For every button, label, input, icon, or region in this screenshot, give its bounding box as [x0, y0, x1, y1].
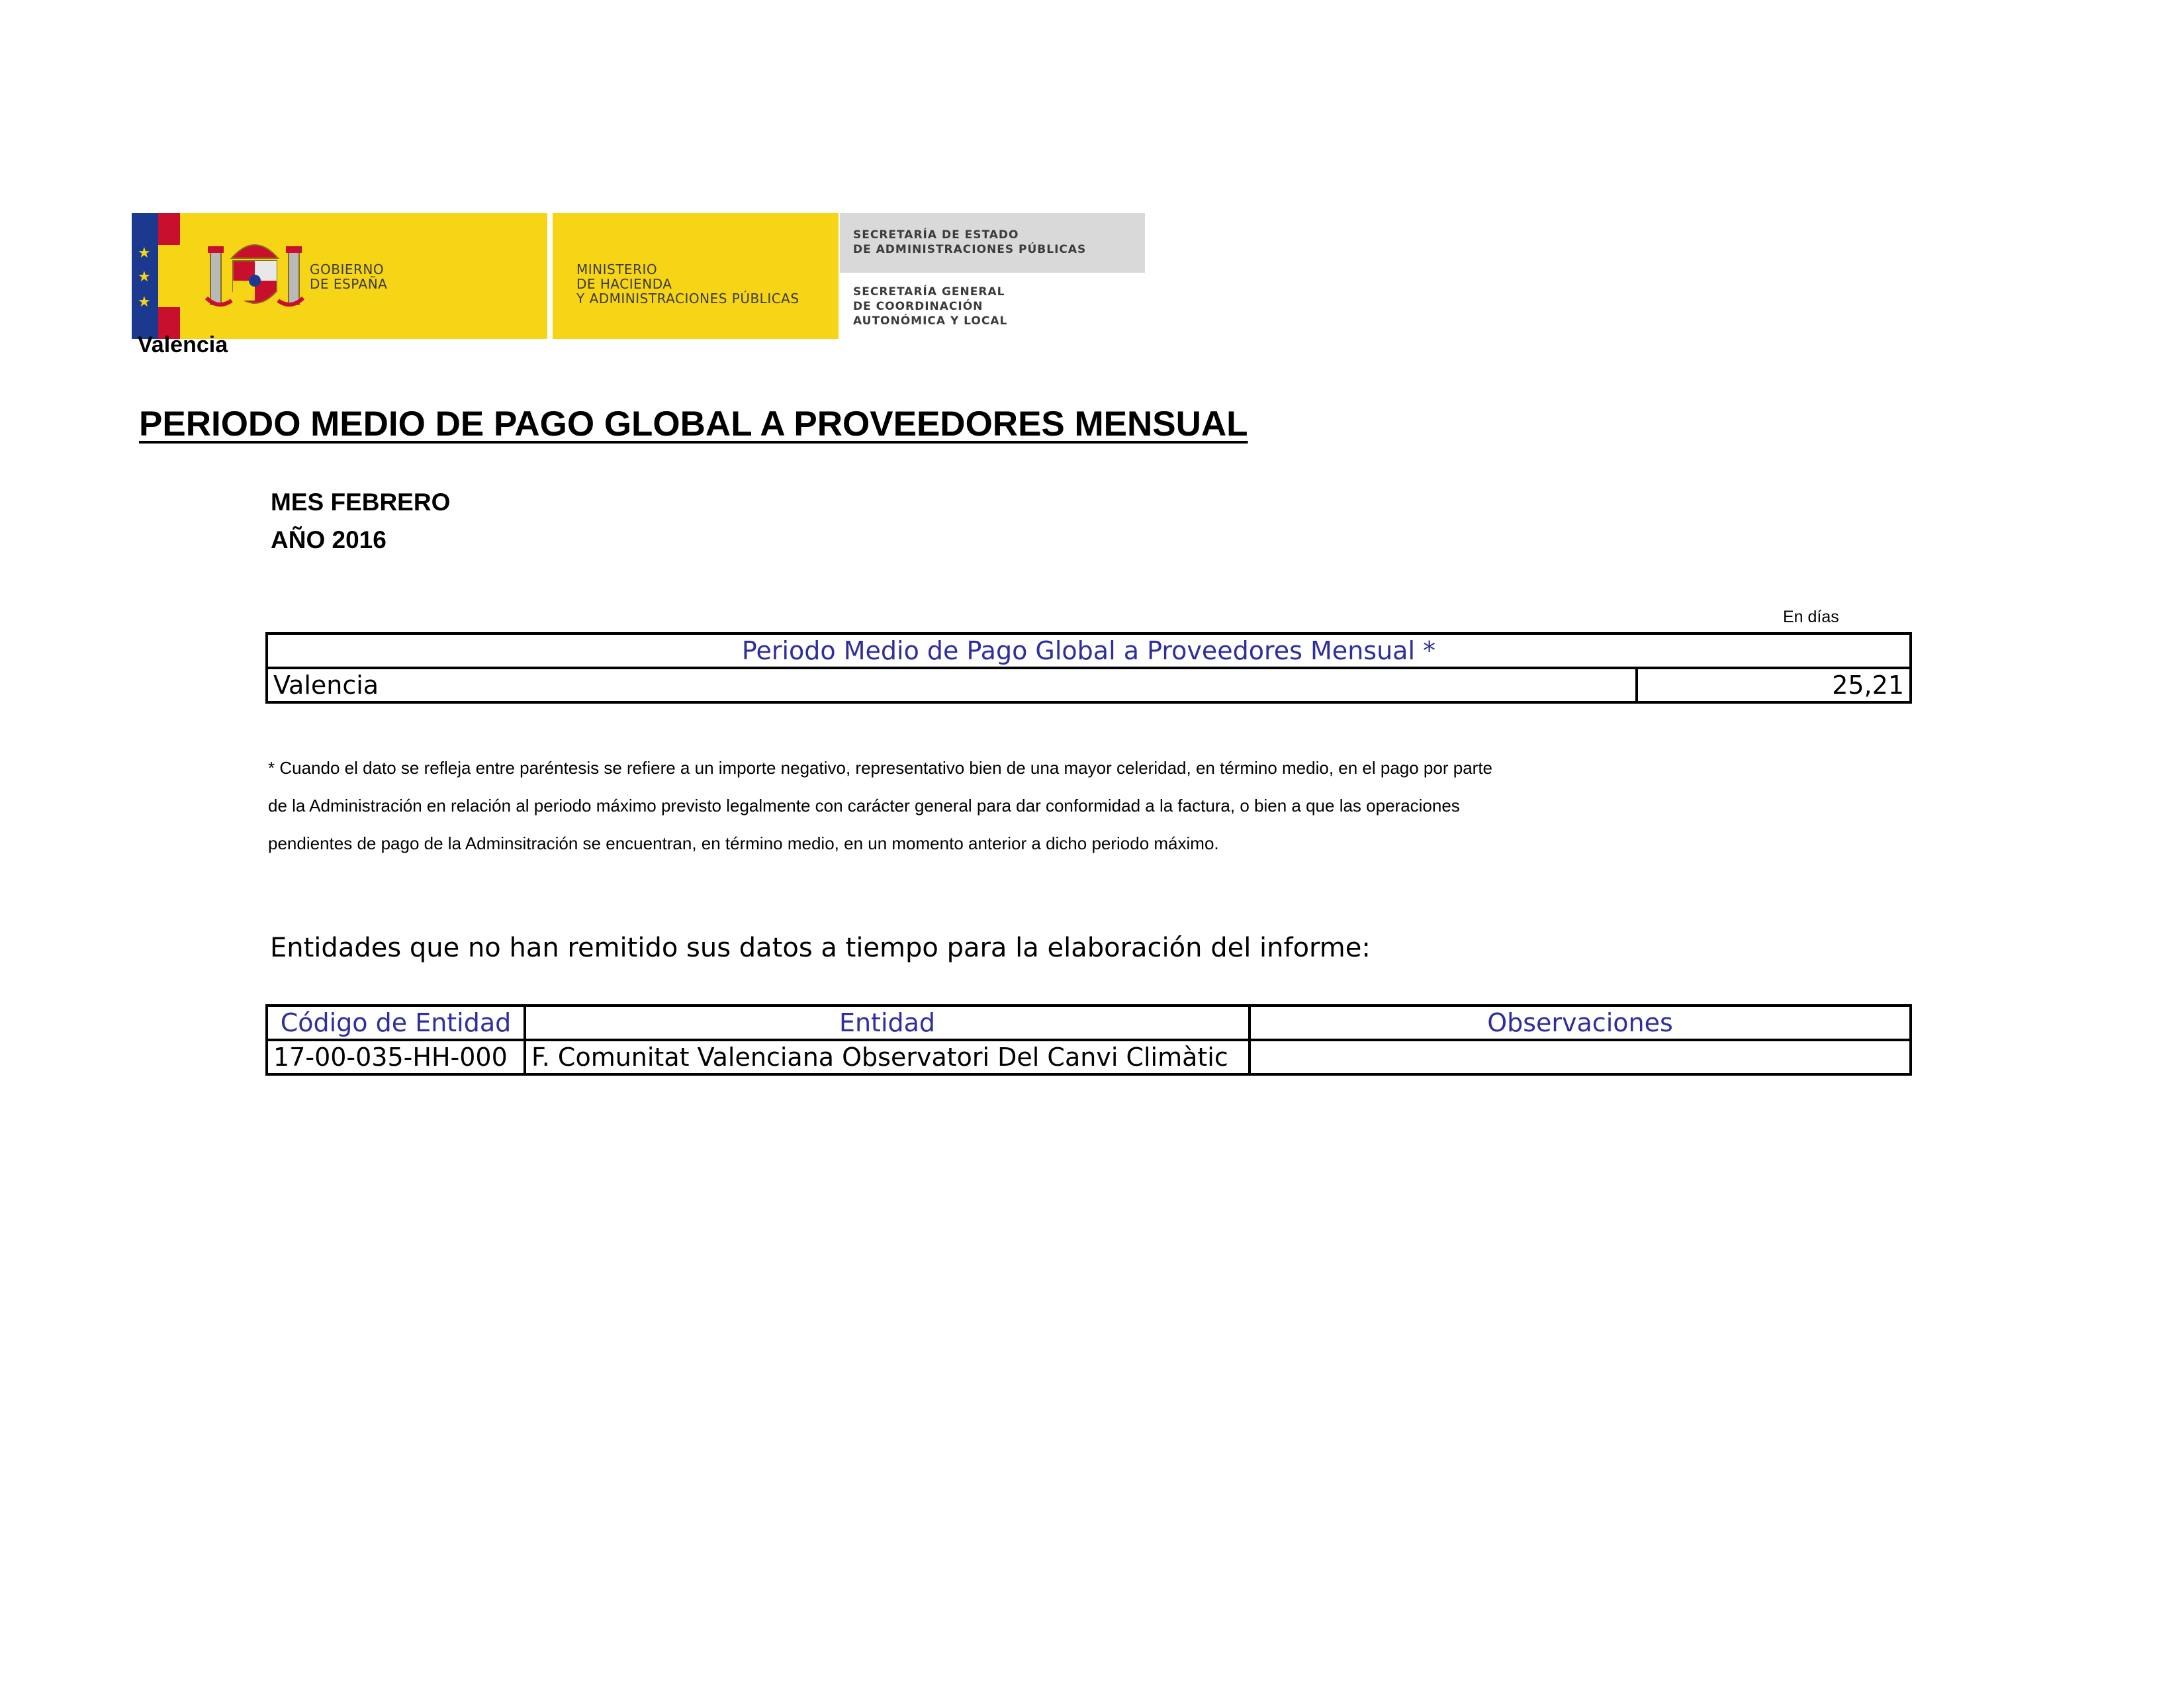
pmp-table [265, 632, 1912, 704]
entity-observations-cell [1250, 1040, 1911, 1074]
column-header-entidad: Entidad [525, 1006, 1250, 1040]
region-label: Valencia [138, 332, 228, 357]
entity-name-cell: F. Comunitat Valenciana Observatori Del Canvi Climàtic [525, 1040, 1250, 1074]
footnote-line: pendientes de pago de la Adminsitración se encuentran, en término medio, en un momento anterior a dicho periodo máximo. [268, 833, 1219, 853]
logo-divider [548, 213, 552, 339]
spanish-flag-icon [158, 213, 180, 339]
pmp-entity-cell: Valencia [267, 668, 1637, 702]
month-label: MES FEBRERO [271, 489, 451, 516]
footnote-line: de la Administración en relación al periodo máximo previsto legalmente con carácter general para dar conformidad a la factura, o bien a que las operaciones [268, 796, 1460, 816]
gobierno-block [180, 213, 547, 339]
star-icon: ★ [138, 269, 151, 285]
entities-heading: Entidades que no han remitido sus datos a tiempo para la elaboración del informe: [270, 933, 1371, 963]
ministerio-block [553, 213, 839, 339]
column-header-codigo: Código de Entidad [267, 1006, 525, 1040]
table-row [267, 1040, 1911, 1074]
secretaria-estado-text: SECRETARÍA DE ESTADO DE ADMINISTRACIONES PÚBLICAS [853, 228, 1087, 256]
entities-table [265, 1004, 1912, 1076]
coat-of-arms-icon [205, 232, 304, 319]
table-header-row [267, 633, 1911, 668]
star-icon: ★ [138, 245, 151, 261]
entity-code-cell: 17-00-035-HH-000 [267, 1040, 525, 1074]
government-logo [132, 213, 1087, 339]
units-note: En días [1783, 608, 1839, 626]
page-title: PERIODO MEDIO DE PAGO GLOBAL A PROVEEDORES MENSUAL [139, 404, 1248, 444]
table-row [267, 668, 1911, 702]
secretaria-general-text: SECRETARÍA GENERAL DE COORDINACIÓN AUTONÓMICA Y LOCAL [853, 285, 1008, 328]
gobierno-text: GOBIERNO DE ESPAÑA [310, 261, 388, 292]
pmp-header: Periodo Medio de Pago Global a Proveedores Mensual * [267, 633, 1911, 668]
star-icon: ★ [138, 294, 151, 310]
table-header-row [267, 1006, 1911, 1040]
eu-stars-strip [132, 213, 158, 339]
ministerio-text: MINISTERIO DE HACIENDA Y ADMINISTRACIONES PÚBLICAS [576, 261, 799, 306]
footnote-line: * Cuando el dato se refleja entre paréntesis se refiere a un importe negativo, representativo bien de una mayor celeridad, en término medio, en el pago por parte [268, 758, 1492, 778]
column-header-observaciones: Observaciones [1250, 1006, 1911, 1040]
pmp-value-cell: 25,21 [1637, 668, 1911, 702]
secretaria-estado-block [840, 213, 1145, 273]
year-label: AÑO 2016 [271, 526, 387, 553]
